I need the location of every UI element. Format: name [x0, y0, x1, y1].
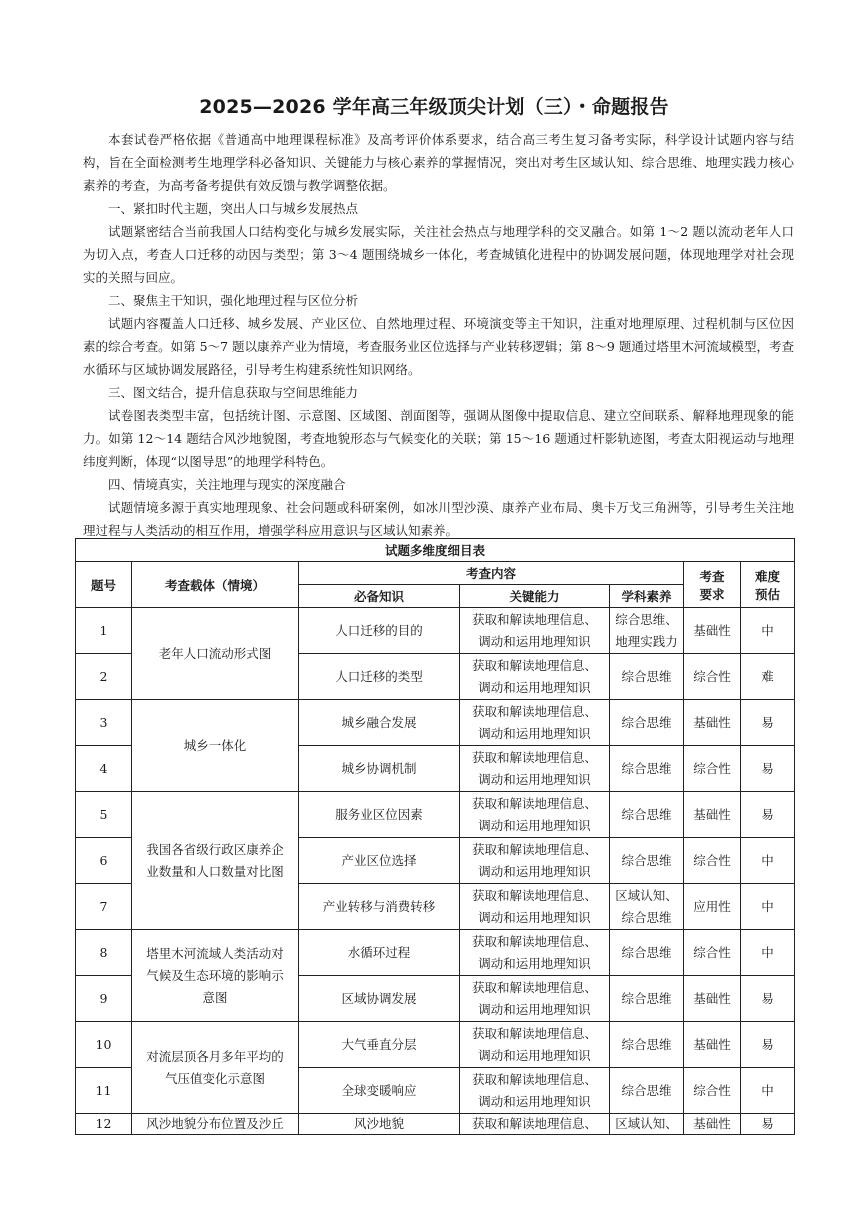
header-knowledge: 必备知识	[299, 585, 460, 608]
ability-cell: 获取和解读地理信息、 调动和运用地理知识	[460, 792, 610, 838]
ability-cell: 获取和解读地理信息、 调动和运用地理知识	[460, 654, 610, 700]
literacy-cell: 综合思维	[610, 654, 684, 700]
knowledge-cell: 大气垂直分层	[299, 1022, 460, 1068]
question-no: 10	[76, 1022, 132, 1068]
literacy-cell: 综合思维、 地理实践力	[610, 608, 684, 654]
header-difficulty: 难度 预估	[741, 562, 795, 608]
difficulty-cell: 易	[741, 792, 795, 838]
question-no: 4	[76, 746, 132, 792]
literacy-cell: 区域认知、 综合思维	[610, 884, 684, 930]
literacy-cell: 综合思维	[610, 1022, 684, 1068]
literacy-cell: 综合思维	[610, 930, 684, 976]
ability-cell: 获取和解读地理信息、 调动和运用地理知识	[460, 1068, 610, 1114]
literacy-cell: 综合思维	[610, 700, 684, 746]
carrier-cell: 我国各省级行政区康养企业数量和人口数量对比图	[132, 792, 299, 930]
table-row	[76, 930, 795, 976]
section-heading-4: 四、情境真实，关注地理与现实的深度融合	[108, 477, 346, 492]
difficulty-cell: 中	[741, 1068, 795, 1114]
knowledge-cell: 风沙地貌	[299, 1114, 460, 1135]
ability-cell: 获取和解读地理信息、 调动和运用地理知识	[460, 930, 610, 976]
intro-paragraph: 本套试卷严格依据《普通高中地理课程标准》及高考评价体系要求，结合高三考生复习备考实际，科学设计试题内容与结构，旨在全面检测考生地理学科必备知识、关键能力与核心素养的掌握情况，突出对考生区域认知、综合思维、地理实践力核心素养的考查，为高考备考提供有效反馈与教学调整依据。	[83, 132, 794, 193]
difficulty-cell: 易	[741, 1022, 795, 1068]
requirement-cell: 应用性	[684, 884, 741, 930]
literacy-cell: 综合思维	[610, 746, 684, 792]
literacy-cell: 综合思维	[610, 976, 684, 1022]
literacy-cell: 综合思维	[610, 792, 684, 838]
requirement-cell: 综合性	[684, 746, 741, 792]
knowledge-cell: 城乡融合发展	[299, 700, 460, 746]
section-paragraph-2: 试题内容覆盖人口迁移、城乡发展、产业区位、自然地理过程、环境演变等主干知识，注重对地理原理、过程机制与区位因素的综合考查。如第 5～7 题以康养产业为情境，考查服务业区位选择与产业转移逻辑；第 8～9 题通过塔里木河流域模型，考查水循环与区域协调发展路径，引导考生构建系统性知识网络。	[83, 316, 794, 377]
difficulty-cell: 中	[741, 608, 795, 654]
carrier-cell: 对流层顶各月多年平均的气压值变化示意图	[132, 1022, 299, 1114]
carrier-cell: 城乡一体化	[132, 700, 299, 792]
question-no: 9	[76, 976, 132, 1022]
specification-table	[75, 538, 795, 1135]
header-question-no: 题号	[76, 562, 132, 608]
difficulty-cell: 中	[741, 884, 795, 930]
requirement-cell: 基础性	[684, 700, 741, 746]
table-caption: 试题多维度细目表	[76, 539, 795, 562]
ability-cell: 获取和解读地理信息、 调动和运用地理知识	[460, 976, 610, 1022]
question-no: 2	[76, 654, 132, 700]
ability-cell: 获取和解读地理信息、 调动和运用地理知识	[460, 746, 610, 792]
requirement-cell: 基础性	[684, 608, 741, 654]
knowledge-cell: 城乡协调机制	[299, 746, 460, 792]
literacy-cell: 综合思维	[610, 1068, 684, 1114]
table-row	[76, 792, 795, 838]
carrier-cell: 塔里木河流域人类活动对气候及生态环境的影响示意图	[132, 930, 299, 1022]
section-paragraph-3: 试卷图表类型丰富，包括统计图、示意图、区域图、剖面图等，强调从图像中提取信息、建立空间联系、解释地理现象的能力。如第 12～14 题结合风沙地貌图，考查地貌形态与气候变化的关联；第 15～16 题通过杆影轨迹图，考查太阳视运动与地理纬度判断，体现“以图导思”的地理学科特色。	[83, 408, 794, 469]
difficulty-cell: 易	[741, 700, 795, 746]
table-row	[76, 700, 795, 746]
knowledge-cell: 区域协调发展	[299, 976, 460, 1022]
ability-cell: 获取和解读地理信息、 调动和运用地理知识	[460, 1022, 610, 1068]
difficulty-cell: 易	[741, 746, 795, 792]
difficulty-cell: 难	[741, 654, 795, 700]
section-heading-2: 二、聚焦主干知识，强化地理过程与区位分析	[108, 293, 359, 308]
difficulty-cell: 中	[741, 838, 795, 884]
ability-cell: 获取和解读地理信息、 调动和运用地理知识	[460, 700, 610, 746]
knowledge-cell: 产业转移与消费转移	[299, 884, 460, 930]
question-no: 3	[76, 700, 132, 746]
table-row	[76, 1114, 795, 1135]
section-paragraph-1: 试题紧密结合当前我国人口结构变化与城乡发展实际，关注社会热点与地理学科的交叉融合。如第 1～2 题以流动老年人口为切入点，考查人口迁移的动因与类型；第 3～4 题围绕城乡一体化，考查城镇化进程中的协调发展问题，体现地理学对社会现实的关照与回应。	[83, 224, 794, 285]
report-body	[83, 128, 794, 542]
knowledge-cell: 人口迁移的类型	[299, 654, 460, 700]
ability-cell: 获取和解读地理信息、 调动和运用地理知识	[460, 838, 610, 884]
knowledge-cell: 产业区位选择	[299, 838, 460, 884]
ability-cell: 获取和解读地理信息、	[460, 1114, 610, 1135]
question-no: 7	[76, 884, 132, 930]
requirement-cell: 基础性	[684, 976, 741, 1022]
difficulty-cell: 易	[741, 1114, 795, 1135]
section-paragraph-4: 试题情境多源于真实地理现象、社会问题或科研案例，如冰川型沙漠、康养产业布局、奥卡万戈三角洲等，引导考生关注地理过程与人类活动的相互作用，增强学科应用意识与区域认知素养。	[83, 500, 794, 538]
carrier-cell: 老年人口流动形式图	[132, 608, 299, 700]
question-no: 1	[76, 608, 132, 654]
requirement-cell: 综合性	[684, 1068, 741, 1114]
section-heading-3: 三、图文结合，提升信息获取与空间思维能力	[108, 385, 359, 400]
difficulty-cell: 易	[741, 976, 795, 1022]
knowledge-cell: 服务业区位因素	[299, 792, 460, 838]
knowledge-cell: 全球变暖响应	[299, 1068, 460, 1114]
requirement-cell: 综合性	[684, 930, 741, 976]
table-row	[76, 1022, 795, 1068]
knowledge-cell: 人口迁移的目的	[299, 608, 460, 654]
ability-cell: 获取和解读地理信息、 调动和运用地理知识	[460, 884, 610, 930]
literacy-cell: 区域认知、	[610, 1114, 684, 1135]
requirement-cell: 基础性	[684, 1022, 741, 1068]
header-content: 考查内容	[299, 562, 684, 585]
question-no: 11	[76, 1068, 132, 1114]
requirement-cell: 综合性	[684, 654, 741, 700]
requirement-cell: 综合性	[684, 838, 741, 884]
page-title: 2025—2026 学年高三年级顶尖计划（三）・命题报告	[199, 96, 669, 118]
header-literacy: 学科素养	[610, 585, 684, 608]
header-carrier: 考查载体（情境）	[132, 562, 299, 608]
carrier-cell: 风沙地貌分布位置及沙丘	[132, 1114, 299, 1135]
question-no: 12	[76, 1114, 132, 1135]
header-ability: 关键能力	[460, 585, 610, 608]
question-no: 5	[76, 792, 132, 838]
section-heading-1: 一、紧扣时代主题，突出人口与城乡发展热点	[108, 201, 359, 216]
header-requirement: 考查 要求	[684, 562, 741, 608]
question-no: 8	[76, 930, 132, 976]
requirement-cell: 基础性	[684, 1114, 741, 1135]
literacy-cell: 综合思维	[610, 838, 684, 884]
table-row	[76, 608, 795, 654]
requirement-cell: 基础性	[684, 792, 741, 838]
difficulty-cell: 中	[741, 930, 795, 976]
question-no: 6	[76, 838, 132, 884]
ability-cell: 获取和解读地理信息、 调动和运用地理知识	[460, 608, 610, 654]
knowledge-cell: 水循环过程	[299, 930, 460, 976]
